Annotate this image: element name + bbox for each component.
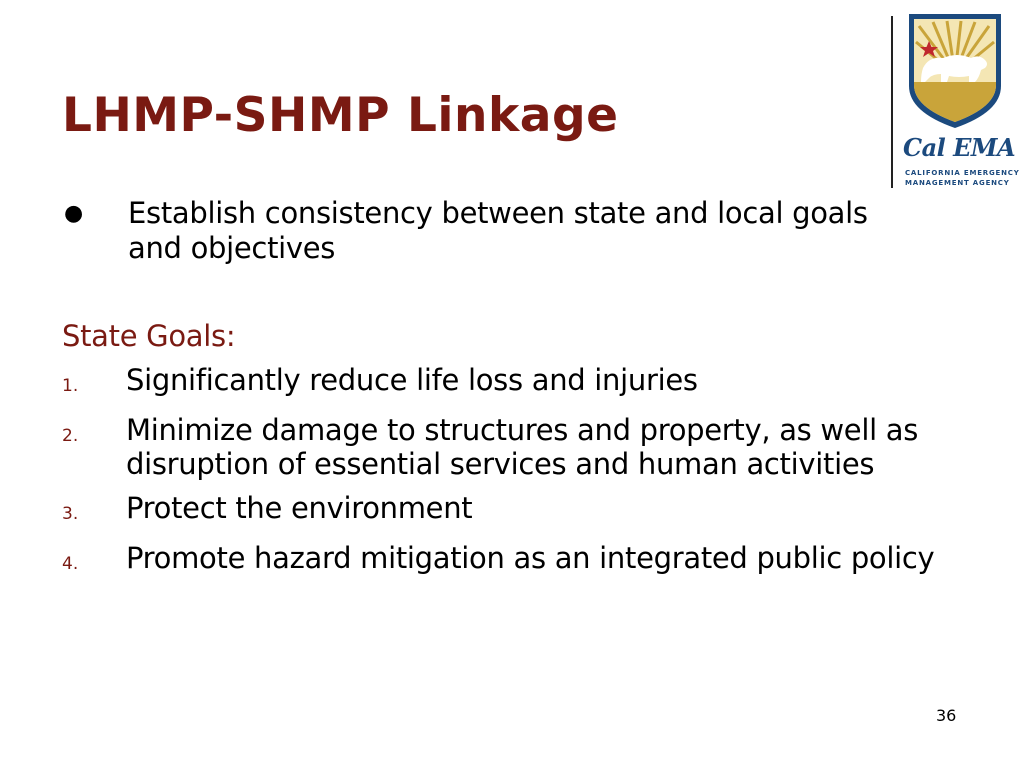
slide-title: LHMP-SHMP Linkage <box>62 88 619 143</box>
logo-wordmark: Cal EMA <box>903 133 1016 162</box>
bullet-item <box>62 196 882 266</box>
goal-item <box>62 363 962 403</box>
goal-item <box>62 541 962 581</box>
goal-number: 1. <box>62 376 79 396</box>
goal-text: Minimize damage to structures and property, as well as disruption of essential services and human activities <box>126 413 919 481</box>
goal-item <box>62 491 962 531</box>
california-bear-shield-icon <box>899 8 1019 133</box>
cal-ema-logo <box>899 8 1019 190</box>
goal-number: 2. <box>62 426 79 446</box>
logo-divider <box>891 16 893 188</box>
logo-subtitle <box>905 168 1020 188</box>
goal-number: 4. <box>62 554 79 574</box>
bullet-marker: ● <box>64 201 84 226</box>
goal-item <box>62 413 962 481</box>
goal-text: Promote hazard mitigation as an integrated public policy <box>126 541 935 575</box>
goal-number: 3. <box>62 504 79 524</box>
state-goals-list <box>62 363 962 591</box>
logo-subtitle-line1: CALIFORNIA EMERGENCY <box>905 169 1020 177</box>
goal-text: Significantly reduce life loss and injuries <box>126 363 698 397</box>
state-goals-heading: State Goals: <box>62 319 236 353</box>
bullet-text: Establish consistency between state and local goals and objectives <box>128 196 868 265</box>
goal-text: Protect the environment <box>126 491 473 525</box>
logo-subtitle-line2: MANAGEMENT AGENCY <box>905 179 1010 187</box>
page-number: 36 <box>936 706 957 725</box>
